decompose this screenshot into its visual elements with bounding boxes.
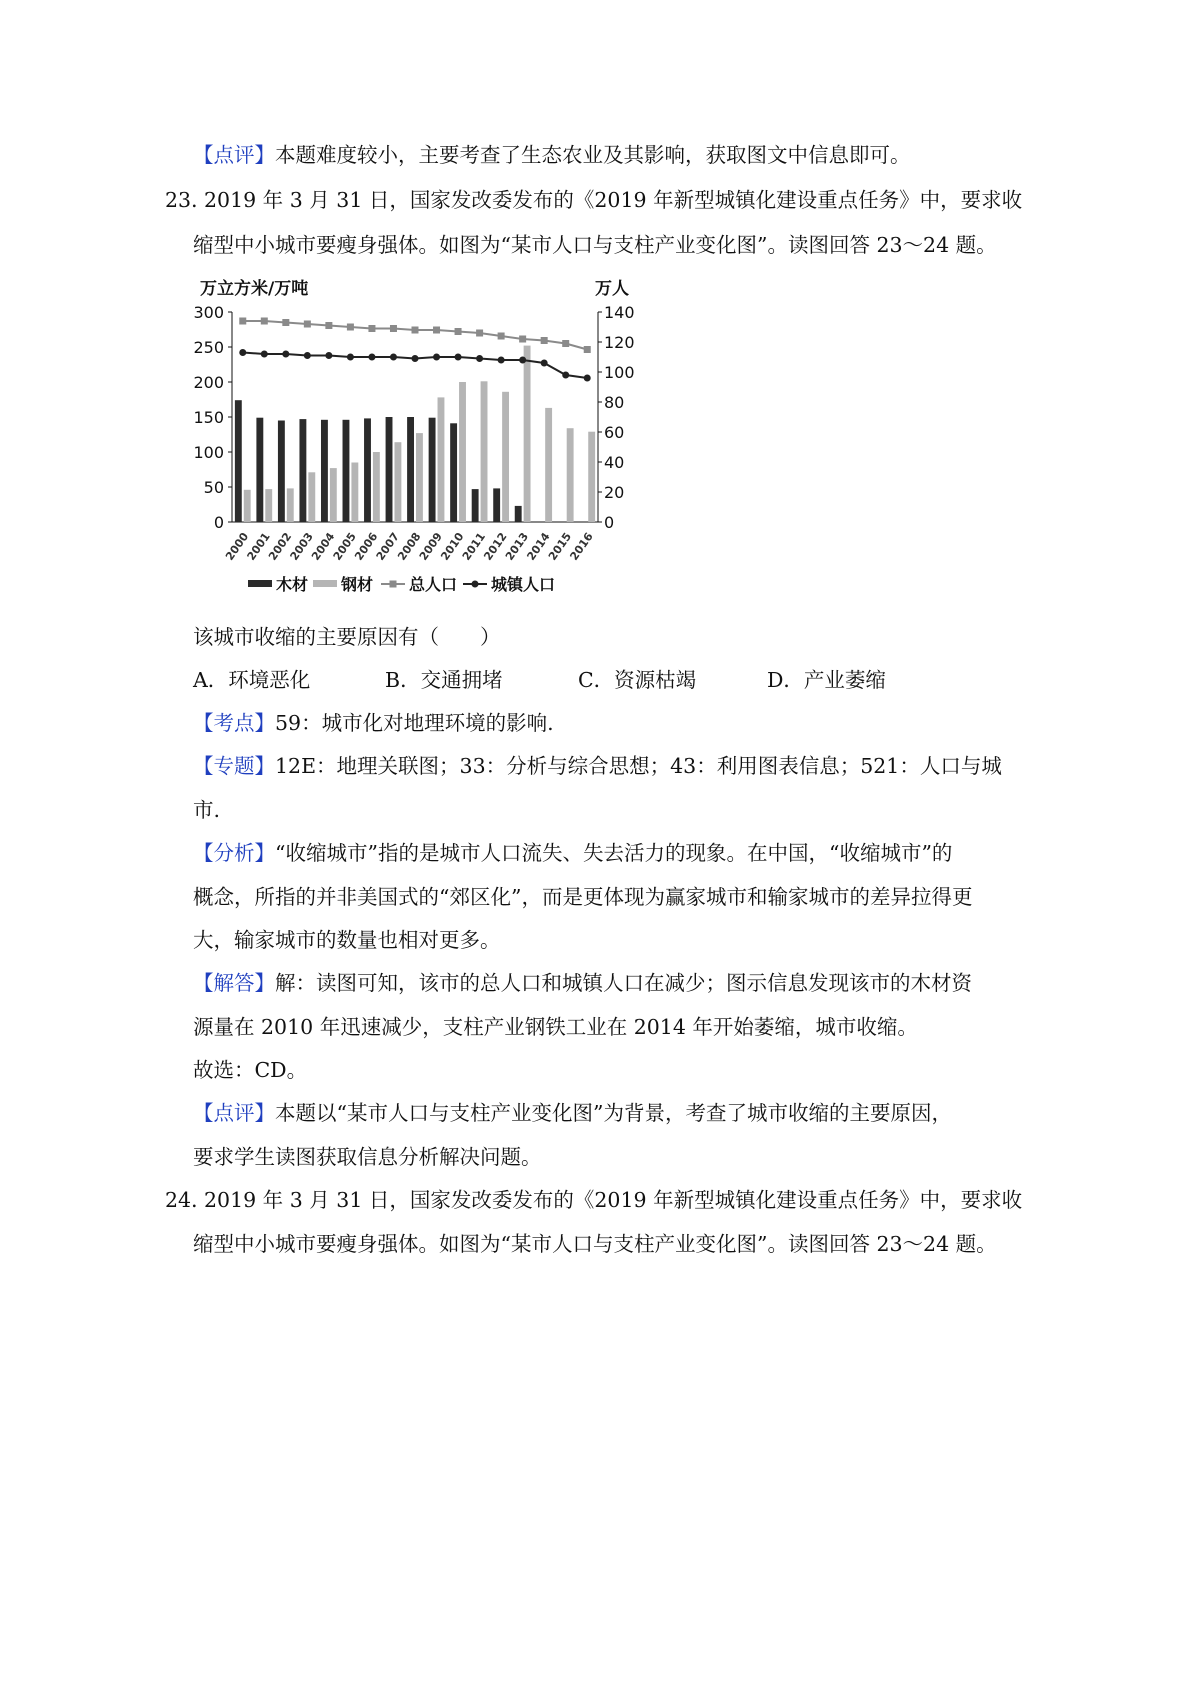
jieda-line-2: 源量在 2010 年迅速减少，支柱产业钢铁工业在 2014 年开始萎缩，城市收缩。 [193,1015,918,1039]
bar-钢材 [394,442,401,522]
point-城镇人口 [368,354,375,361]
bar-钢材 [588,432,595,522]
option-c: C．资源枯竭 [578,668,697,692]
point-总人口 [455,328,462,335]
kaodian-tag: 【考点】 [193,711,275,735]
x-tick-label: 2006 [352,530,381,563]
point-城镇人口 [519,357,526,364]
bar-木材 [299,419,306,522]
point-城镇人口 [498,357,505,364]
question-text: 该城市收缩的主要原因有（ ） [193,625,501,649]
legend-marker [390,581,397,588]
bar-钢材 [244,490,251,522]
x-tick-label: 2009 [416,530,445,563]
x-tick-label: 2013 [502,530,532,563]
comment-line [193,140,911,170]
x-tick-label: 2014 [524,530,553,563]
question-24-number: 24． [165,1188,212,1212]
bar-木材 [493,488,500,522]
option-b: B．交通拥堵 [385,668,503,692]
bar-钢材 [308,472,315,522]
answer-line: 故选：CD。 [193,1058,308,1082]
point-总人口 [325,322,332,329]
bar-钢材 [330,468,337,522]
point-总人口 [347,324,354,331]
zhuanti-text: 12E：地理关联图；33：分析与综合思想；43：利用图表信息；521：人口与城 [275,754,1002,778]
right-axis-label: 万人 [595,279,629,299]
x-tick-label: 2004 [309,530,338,563]
x-tick-label: 2002 [266,530,295,563]
right-tick-label: 60 [604,423,625,442]
bar-木材 [256,418,263,522]
left-axis-label: 万立方米/万吨 [200,279,309,299]
legend-swatch [248,580,272,587]
point-总人口 [412,327,419,334]
legend-marker [472,581,479,588]
point-总人口 [368,325,375,332]
bar-钢材 [567,428,574,522]
bar-钢材 [265,489,272,522]
right-tick-label: 0 [604,513,615,532]
legend-label: 总人口 [409,575,458,594]
point-城镇人口 [347,354,354,361]
question-23-line-2: 缩型中小城市要瘦身强体。如图为“某市人口与支柱产业变化图”。读图回答 23～24 题。 [193,233,997,257]
question-24-line-1: 2019 年 3 月 31 日，国家发改委发布的《2019 年新型城镇化建设重点任务》中，要求收 [204,1188,1023,1212]
bar-木材 [278,421,285,523]
legend-label: 木材 [276,575,309,594]
point-总人口 [304,321,311,328]
x-tick-label: 2011 [459,530,489,563]
legend-label: 钢材 [341,575,374,594]
fenxi-line-2: 概念，所指的并非美国式的“郊区化”，而是更体现为赢家城市和输家城市的差异拉得更 [193,885,973,909]
bar-钢材 [373,452,380,522]
question-24-line-2: 缩型中小城市要瘦身强体。如图为“某市人口与支柱产业变化图”。读图回答 23～24 题。 [193,1232,997,1256]
point-城镇人口 [325,352,332,359]
right-tick-label: 40 [604,453,625,472]
x-tick-label: 2016 [567,530,596,563]
bar-木材 [450,423,457,522]
left-tick-label: 100 [193,443,224,462]
jieda-text: 解：读图可知，该市的总人口和城镇人口在减少；图示信息发现该市的木材资 [275,971,972,995]
bar-钢材 [524,346,531,522]
x-tick-label: 2000 [223,530,252,563]
point-总人口 [433,327,440,334]
point-城镇人口 [390,354,397,361]
comment-tag: 【点评】 [193,143,275,167]
question-23-number: 23． [165,188,212,212]
dianping-line-1 [193,1098,952,1128]
zhuanti-line-2: 市. [193,798,221,822]
x-tick-label: 2007 [373,530,402,563]
point-总人口 [282,319,289,326]
right-tick-label: 140 [604,303,635,322]
bar-钢材 [351,463,358,523]
left-tick-label: 200 [193,373,224,392]
x-tick-label: 2015 [545,530,575,563]
point-总人口 [390,325,397,332]
right-tick-label: 80 [604,393,625,412]
kaodian-line [193,708,554,738]
bar-木材 [429,418,436,522]
jieda-tag: 【解答】 [193,971,275,995]
bar-钢材 [287,488,294,522]
bar-钢材 [545,408,552,522]
point-总人口 [239,318,246,325]
line-总人口 [243,321,587,350]
question-23-line-1: 2019 年 3 月 31 日，国家发改委发布的《2019 年新型城镇化建设重点任务》中，要求收 [204,188,1023,212]
zhuanti-tag: 【专题】 [193,754,275,778]
bar-钢材 [438,397,445,522]
legend-swatch [313,580,337,587]
x-tick-label: 2001 [244,530,273,563]
point-总人口 [519,336,526,343]
bar-钢材 [459,382,466,522]
comment-text: 本题难度较小，主要考查了生态农业及其影响，获取图文中信息即可。 [275,143,911,167]
point-总人口 [261,318,268,325]
point-总人口 [476,330,483,337]
zhuanti-line-1 [193,751,1002,781]
kaodian-text: 59：城市化对地理环境的影响. [275,711,554,735]
option-a: A．环境恶化 [193,668,311,692]
bar-木材 [364,418,371,522]
point-城镇人口 [412,355,419,362]
point-城镇人口 [455,354,462,361]
fenxi-tag: 【分析】 [193,841,275,865]
left-tick-label: 300 [193,303,224,322]
point-城镇人口 [261,351,268,358]
x-tick-label: 2003 [287,530,316,563]
bar-木材 [321,420,328,522]
right-tick-label: 20 [604,483,625,502]
dianping-line-2: 要求学生读图获取信息分析解决问题。 [193,1145,542,1169]
x-tick-label: 2005 [330,530,359,563]
legend-label: 城镇人口 [491,575,556,594]
point-总人口 [562,340,569,347]
bar-木材 [343,420,350,522]
bar-木材 [515,506,522,522]
jieda-line-1 [193,968,972,998]
x-tick-label: 2008 [395,530,424,563]
bar-钢材 [416,433,423,522]
point-城镇人口 [433,354,440,361]
option-d: D．产业萎缩 [767,668,886,692]
fenxi-line-3: 大，输家城市的数量也相对更多。 [193,928,501,952]
left-tick-label: 250 [193,338,224,357]
fenxi-line-1 [193,838,952,868]
point-城镇人口 [304,352,311,359]
point-总人口 [584,346,591,353]
left-tick-label: 0 [213,513,224,532]
point-城镇人口 [584,375,591,382]
right-tick-label: 100 [604,363,635,382]
point-城镇人口 [282,351,289,358]
point-城镇人口 [541,360,548,367]
bar-木材 [386,417,393,522]
left-tick-label: 150 [193,408,224,427]
left-tick-label: 50 [203,478,224,497]
x-tick-label: 2010 [438,530,467,563]
point-城镇人口 [562,372,569,379]
point-城镇人口 [476,355,483,362]
bar-木材 [407,417,414,522]
x-tick-label: 2012 [481,530,510,563]
bar-钢材 [481,381,488,522]
point-城镇人口 [239,349,246,356]
population-industry-chart [193,279,635,618]
bar-木材 [235,400,242,522]
dianping-text: 本题以“某市人口与支柱产业变化图”为背景，考查了城市收缩的主要原因， [275,1101,952,1125]
right-tick-label: 120 [604,333,635,352]
point-总人口 [541,337,548,344]
bar-木材 [472,489,479,522]
fenxi-text: “收缩城市”指的是城市人口流失、失去活力的现象。在中国，“收缩城市”的 [275,841,953,865]
point-总人口 [498,333,505,340]
dianping-tag: 【点评】 [193,1101,275,1125]
bar-钢材 [502,392,509,522]
